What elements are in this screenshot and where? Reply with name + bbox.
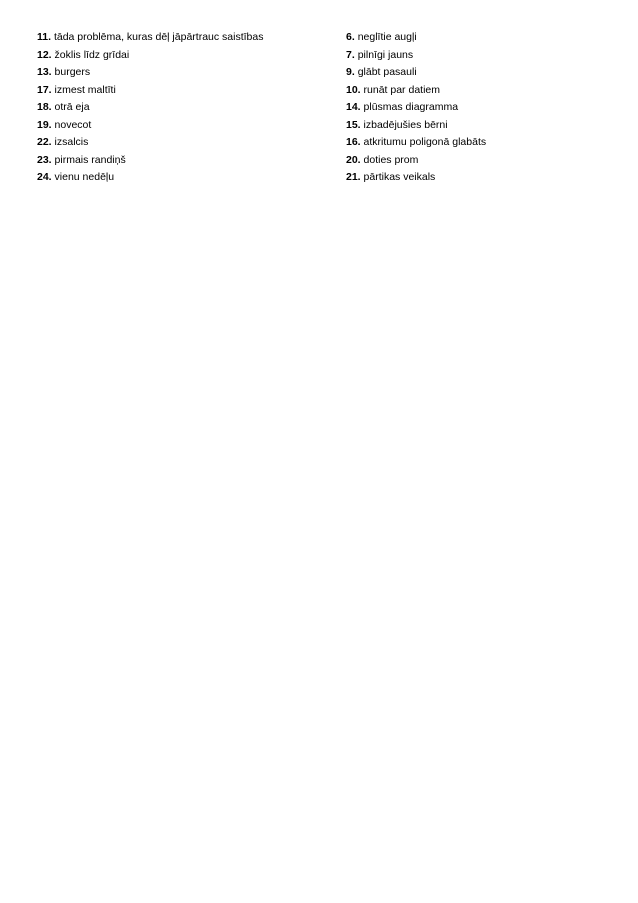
item-number: 19. [37,118,52,131]
list-item [37,47,327,65]
item-text: vienu nedēļu [54,171,115,183]
item-text: žoklis līdz grīdai [54,48,130,61]
item-number: 16. [346,136,361,148]
list-item [346,99,616,117]
item-number: 23. [37,153,52,166]
item-text: plūsmas diagramma [363,101,459,113]
item-text: pārtikas veikals [363,171,436,183]
item-text: burgers [54,66,91,78]
item-text: atkritumu poligonā glabāts [363,136,487,148]
list-item [346,169,616,187]
item-number: 14. [346,101,361,113]
item-number: 17. [37,83,52,96]
item-number: 20. [346,153,361,166]
list-item [346,82,616,100]
list-item [37,29,327,47]
list-item [346,117,616,135]
item-number: 11. [37,31,52,43]
item-number: 9. [346,66,355,78]
list-item [37,117,327,135]
item-number: 10. [346,83,361,96]
item-text: glābt pasauli [357,66,417,78]
item-number: 22. [37,136,52,148]
list-item [37,169,327,187]
list-item [37,134,327,152]
item-text: tāda problēma, kuras dēļ jāpārtrauc saistības [53,31,264,43]
item-text: doties prom [363,153,419,166]
list-item [346,134,616,152]
item-text: runāt par datiem [363,83,440,96]
item-number: 13. [37,66,52,78]
item-text: otrā eja [54,101,90,113]
item-number: 15. [346,118,361,131]
item-text: izmest maltīti [54,83,116,96]
item-text: neglītie augļi [357,31,417,43]
list-item [37,152,327,170]
right-answer-list [346,29,616,187]
item-text: pirmais randiņš [54,153,126,166]
list-item [346,29,616,47]
item-number: 6. [346,31,355,43]
list-item [346,152,616,170]
item-number: 21. [346,171,361,183]
list-item [37,99,327,117]
list-item [346,64,616,82]
list-item [346,47,616,65]
item-number: 12. [37,48,52,61]
item-text: izbadējušies bērni [363,118,448,131]
item-number: 18. [37,101,52,113]
item-text: pilnīgi jauns [357,48,414,61]
item-text: izsalcis [54,136,89,148]
item-number: 24. [37,171,52,183]
item-number: 7. [346,48,355,61]
list-item [37,64,327,82]
item-text: novecot [54,118,92,131]
list-item [37,82,327,100]
left-answer-list [37,29,327,187]
